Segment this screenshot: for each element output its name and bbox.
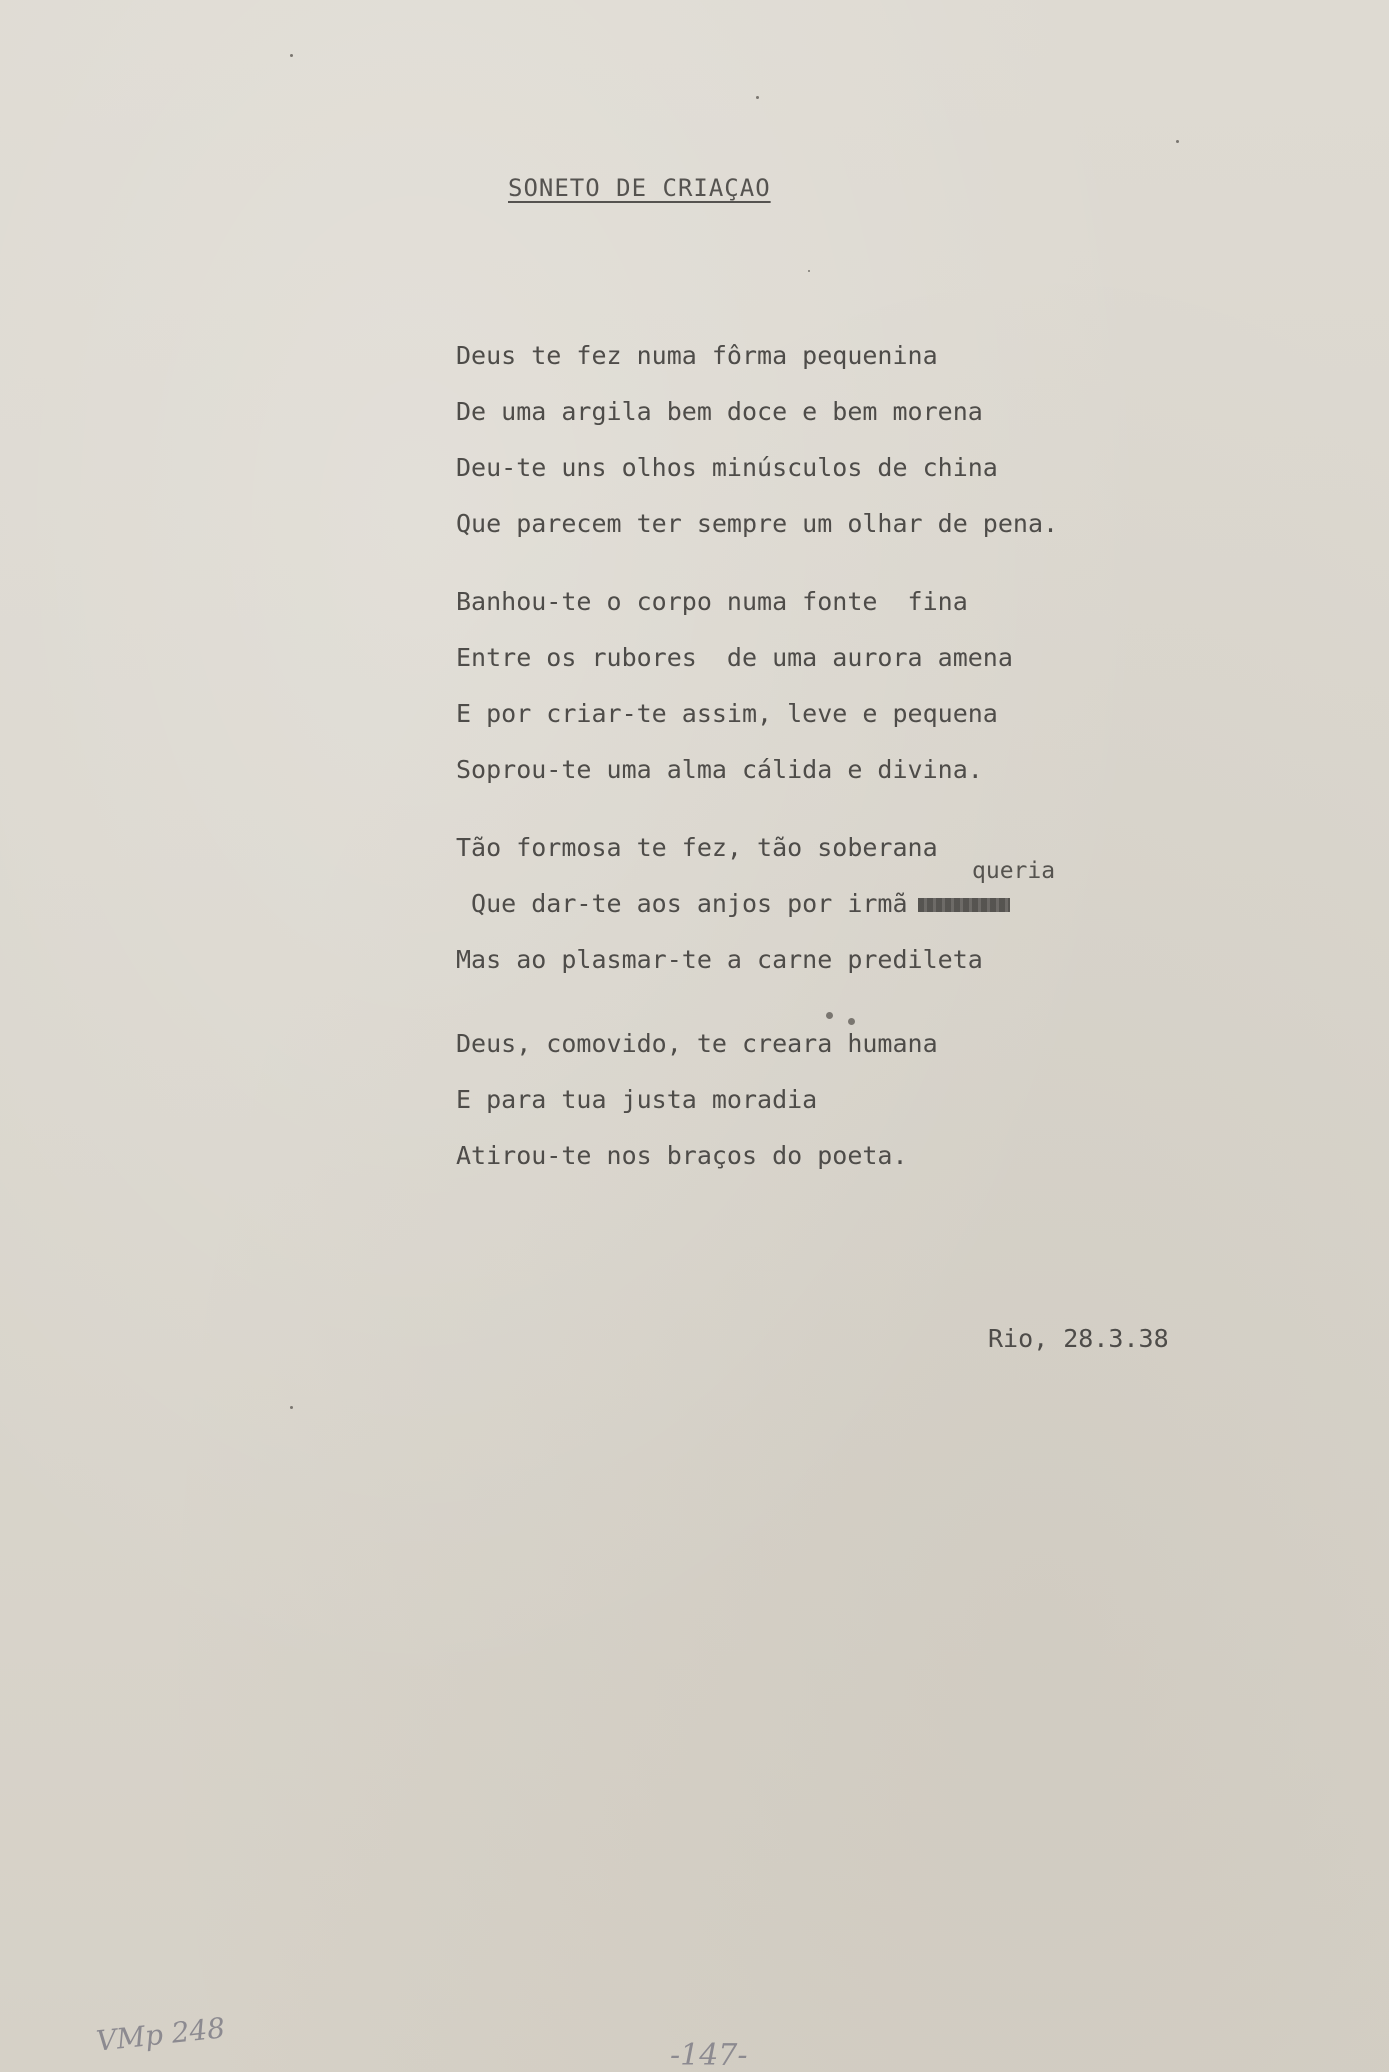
stanza-3 (456, 820, 1010, 988)
poem-line: Tão formosa te fez, tão soberana (456, 833, 938, 862)
ink-speck (290, 54, 293, 57)
poem-line: Deu-te uns olhos minúsculos de china (456, 453, 998, 482)
typed-correction: queria (972, 858, 1056, 884)
poem-title: SONETO DE CRIAÇAO (508, 174, 771, 202)
ink-speck (756, 96, 759, 99)
poem-line: Que parecem ter sempre um olhar de pena. (456, 509, 1059, 538)
poem-line-with-strikeout (456, 876, 1010, 932)
poem-line: Entre os rubores de uma aurora amena (456, 643, 1013, 672)
ink-speck (290, 1406, 293, 1409)
poem-line: Banhou-te o corpo numa fonte fina (456, 587, 968, 616)
stanza-1 (456, 328, 1058, 552)
poem-line: Soprou-te uma alma cálida e divina. (456, 755, 983, 784)
ink-speck (808, 270, 810, 272)
ink-speck (848, 1018, 855, 1025)
poem-line: Mas ao plasmar-te a carne predileta (456, 945, 983, 974)
stanza-2 (456, 574, 1013, 798)
ink-speck (1176, 140, 1179, 143)
poem-line: Deus te fez numa fôrma pequenina (456, 341, 938, 370)
stanza-4 (456, 1016, 938, 1184)
archive-note: VMp 248 (94, 2011, 227, 2058)
poem-line: Atirou-te nos braços do poeta. (456, 1141, 908, 1170)
poem-line: De uma argila bem doce e bem morena (456, 397, 983, 426)
struck-out-word-mark (918, 898, 1010, 912)
page-number: -147- (670, 2038, 748, 2072)
poem-line: Deus, comovido, te creara humana (456, 1029, 938, 1058)
ink-speck (826, 1012, 833, 1019)
poem-line-text: Que dar-te aos anjos por irmã (456, 889, 908, 918)
dateline: Rio, 28.3.38 (988, 1324, 1169, 1353)
poem-line: E por criar-te assim, leve e pequena (456, 699, 998, 728)
poem-line: E para tua justa moradia (456, 1085, 818, 1114)
